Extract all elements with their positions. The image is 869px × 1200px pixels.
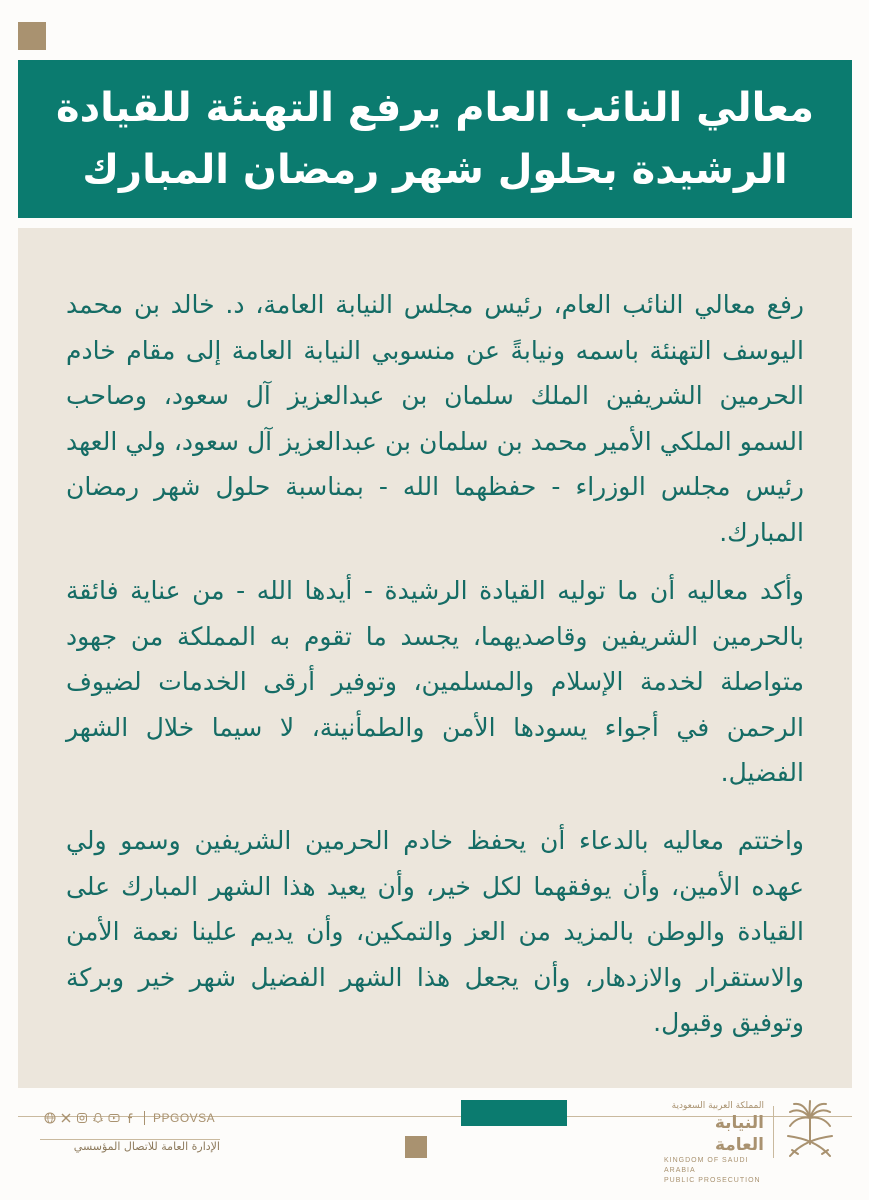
x-icon[interactable] bbox=[60, 1112, 72, 1124]
corner-decor-square bbox=[18, 22, 46, 50]
snapchat-icon[interactable] bbox=[92, 1112, 104, 1124]
logo-kingdom-en: KINGDOM OF SAUDI ARABIA bbox=[664, 1157, 749, 1174]
logo-text bbox=[664, 1100, 764, 1186]
instagram-icon[interactable] bbox=[76, 1112, 88, 1124]
social-handle[interactable]: PPGOVSA bbox=[153, 1111, 216, 1125]
logo-kingdom-ar: المملكة العربية السعودية bbox=[671, 1101, 764, 1111]
logo-divider bbox=[773, 1106, 774, 1158]
paragraph-3: واختتم معاليه بالدعاء أن يحفظ خادم الحرمين الشريفين وسمو ولي عهده الأمين، وأن يوفقهما لكل خير، وأن يعيد هذا الشهر المبارك على القيادة والوطن بالمزيد من العز والتمكين، وأن يديم علينا نعمة الأمن والاستقرار والازدهار، وأن يجعل هذا الشهر الفضيل شهر خير وبركة وتوفيق وقبول. bbox=[66, 826, 804, 1037]
youtube-icon[interactable] bbox=[108, 1112, 120, 1124]
footer-tan-square bbox=[405, 1136, 427, 1158]
article-body bbox=[18, 228, 852, 1088]
facebook-icon[interactable] bbox=[124, 1112, 136, 1124]
paragraph-1: رفع معالي النائب العام، رئيس مجلس النيابة العامة، د. خالد بن محمد اليوسف التهنئة باسمه ونيابةً عن منسوبي النيابة العامة إلى مقام خادم الحرمين الشريفين الملك سلمان بن عبدالعزيز آل سعود، وصاحب السمو الملكي الأمير محمد بن سلمان بن عبدالعزيز آل سعود، ولي العهد رئيس مجلس الوزراء - حفظهما الله - بمناسبة حلول شهر رمضان المبارك. bbox=[66, 290, 804, 547]
logo-agency-en: PUBLIC PROSECUTION bbox=[664, 1177, 761, 1184]
palm-swords-emblem-icon bbox=[782, 1100, 838, 1160]
paragraph-2: وأكد معاليه أن ما توليه القيادة الرشيدة - أيدها الله - من عناية فائقة بالحرمين الشريفين وقاصديهما، يجسد ما تقوم به المملكة من جهود متواصلة لخدمة الإسلام والمسلمين، وتوفير أرقى الخدمات لضيوف الرحمن في أجواء يسودها الأمن والطمأنينة، لا سيما خلال الشهر الفضيل. bbox=[66, 576, 804, 787]
logo-agency-ar: النيابة العامة bbox=[714, 1113, 764, 1155]
globe-icon[interactable] bbox=[44, 1112, 56, 1124]
headline-line-2: الرشيدة بحلول شهر رمضان المبارك bbox=[82, 147, 788, 193]
department-name: الإدارة العامة للاتصال المؤسسي bbox=[73, 1140, 220, 1153]
public-prosecution-logo bbox=[664, 1096, 838, 1184]
headline-banner bbox=[18, 60, 852, 218]
footer-teal-bar bbox=[461, 1100, 567, 1126]
headline-line-1: معالي النائب العام يرفع التهنئة للقيادة bbox=[56, 85, 814, 131]
social-links bbox=[44, 1108, 215, 1128]
social-separator bbox=[144, 1111, 145, 1125]
